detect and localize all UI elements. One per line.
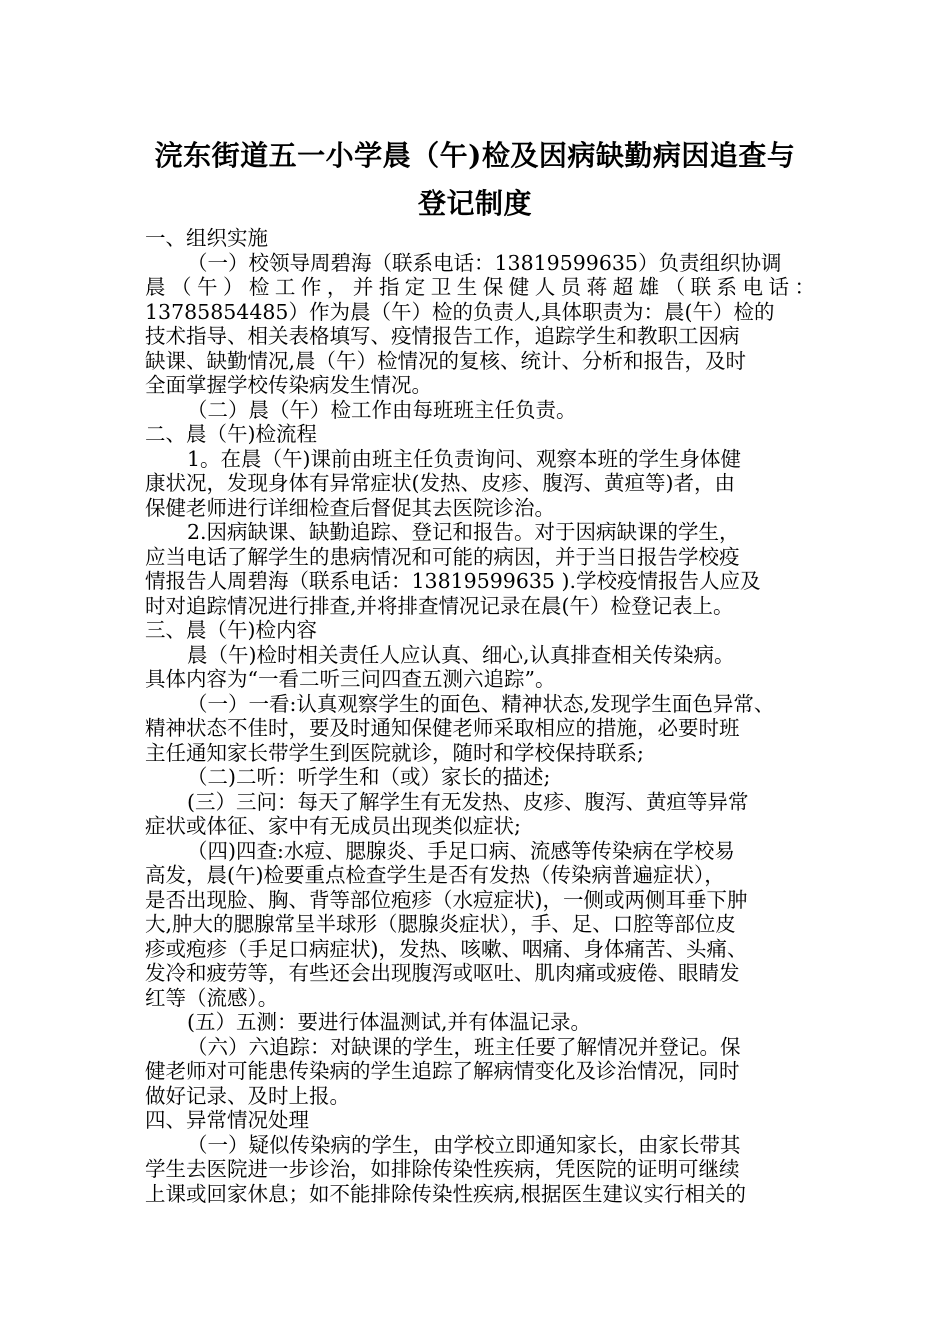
body-line: 康状况，发现身体有异常症状(发热、皮疹、腹泻、黄疸等)者，由 xyxy=(145,471,735,495)
body-line: 红等（流感）。 xyxy=(145,985,279,1010)
body-line: 四、异常情况处理 xyxy=(145,1108,309,1132)
body-line: 三、晨（午)检内容 xyxy=(145,618,317,642)
body-line: 主任通知家长带学生到医院就诊，随时和学校保持联系; xyxy=(145,740,644,765)
body-line: 大,肿大的腮腺常呈半球形（腮腺炎症状），手、足、口腔等部位皮 xyxy=(145,912,736,936)
body-line: 健老师对可能患传染病的学生追踪了解病情变化及诊治情况，同时 xyxy=(145,1059,740,1083)
body-line: （一）疑似传染病的学生，由学校立即通知家长，由家长带其 xyxy=(187,1132,741,1157)
body-line: 技术指导、相关表格填写、疫情报告工作，追踪学生和教职工因病 xyxy=(145,324,740,348)
body-line: 1。在晨（午)课前由班主任负责询问、观察本班的学生身体健 xyxy=(187,446,742,471)
body-line: （二)二听：听学生和（或）家长的描述; xyxy=(187,765,551,789)
body-line: 疹或疱疹（手足口病症状)，发热、咳嗽、咽痛、身体痛苦、头痛、 xyxy=(145,936,748,961)
body-line: 晨（午)检时相关责任人应认真、细心,认真排查相关传染病。 xyxy=(187,642,735,667)
body-line: 具体内容为“一看二听三问四查五测六追踪”。 xyxy=(145,667,556,691)
body-line: 学生去医院进一步诊治，如排除传染性疾病，凭医院的证明可继续 xyxy=(145,1157,740,1181)
body-line: 做好记录、及时上报。 xyxy=(145,1083,350,1108)
body-line: （一）校领导周碧海（联系电话：13819599635）负责组织协调 xyxy=(187,250,782,275)
body-line: （六）六追踪：对缺课的学生，班主任要了解情况并登记。保 xyxy=(187,1034,741,1059)
body-line: 晨（午）检工作，并指定卫生保健人员蒋超雄（联系电话： xyxy=(145,275,815,299)
body-line: 应当电话了解学生的患病情况和可能的病因，并于当日报告学校疫 xyxy=(145,544,740,569)
body-line: 2.因病缺课、缺勤追踪、登记和报告。对于因病缺课的学生， xyxy=(187,520,740,544)
body-line: 是否出现脸、胸、背等部位疱疹（水痘症状)，一侧或两侧耳垂下肿 xyxy=(145,887,748,912)
body-line: 精神状态不佳时，要及时通知保健老师采取相应的措施，必要时班 xyxy=(145,716,740,740)
body-line: (五）五测：要进行体温测试,并有体温记录。 xyxy=(187,1010,592,1034)
body-line: （一）一看:认真观察学生的面色、精神状态,发现学生面色异常、 xyxy=(187,691,775,716)
body-line: 二、晨（午)检流程 xyxy=(145,422,317,446)
body-line: 情报告人周碧海（联系电话：13819599635 ).学校疫情报告人应及 xyxy=(145,569,761,593)
body-line: 症状或体征、家中有无成员出现类似症状; xyxy=(145,814,521,838)
body-line: 高发，晨(午)检要重点检查学生是否有发热（传染病普遍症状）， xyxy=(145,863,725,887)
body-line: 缺课、缺勤情况,晨（午）检情况的复核、统计、分析和报告，及时 xyxy=(145,348,747,373)
body-line: 发冷和疲劳等，有些还会出现腹泻或呕吐、肌肉痛或疲倦、眼睛发 xyxy=(145,961,740,985)
document-title-line-2: 登记制度 xyxy=(417,187,532,220)
body-line: 时对追踪情况进行排查,并将排查情况记录在晨(午）检登记表上。 xyxy=(145,593,734,618)
body-line: (三）三问：每天了解学生有无发热、皮疹、腹泻、黄疸等异常 xyxy=(187,789,749,814)
body-line: 13785854485）作为晨（午）检的负责人,具体职责为：晨(午）检的 xyxy=(145,299,775,324)
body-line: 保健老师进行详细检查后督促其去医院诊治。 xyxy=(145,495,555,520)
document-body xyxy=(145,226,815,1206)
body-line: 上课或回家休息；如不能排除传染性疾病,根据医生建议实行相关的 xyxy=(145,1181,747,1206)
body-line: （二）晨（午）检工作由每班班主任负责。 xyxy=(187,397,577,422)
document-title-line-1: 浣东街道五一小学晨（午)检及因病缺勤病因追查与 xyxy=(154,139,796,172)
body-line: 全面掌握学校传染病发生情况。 xyxy=(145,373,432,397)
body-line: （四)四查:水痘、腮腺炎、手足口病、流感等传染病在学校易 xyxy=(187,838,735,863)
body-line: 一、组织实施 xyxy=(145,226,268,250)
